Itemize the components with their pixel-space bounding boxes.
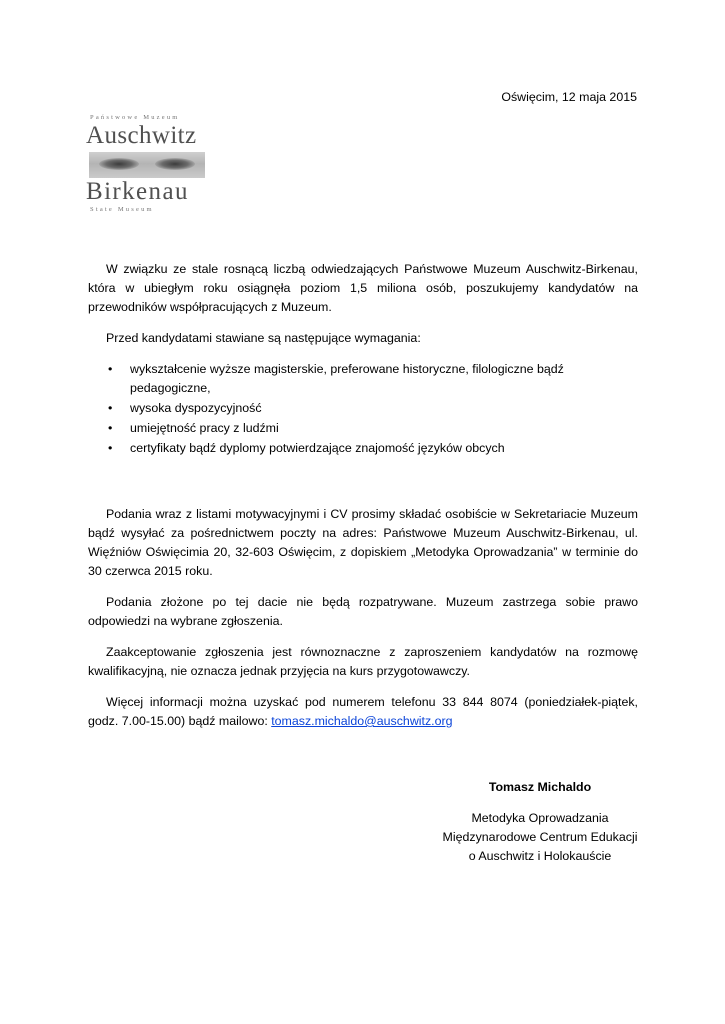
requirements-intro: Przed kandydatami stawiane są następujące wymagania:: [106, 331, 421, 345]
list-item: [88, 360, 638, 398]
intro-paragraph: W związku ze stale rosnącą liczbą odwiedzających Państwowe Muzeum Auschwitz-Birkenau, która w ubiegłym roku osiągnęła poziom 1,5 miliona osób, poszukujemy kandydatów na przewodników współpracujących z Muzeum.: [88, 262, 638, 314]
bullet-icon: •: [108, 401, 113, 415]
signatory-title: Metodyka Oprowadzania: [471, 811, 609, 825]
email-link[interactable]: tomasz.michaldo@auschwitz.org: [271, 714, 453, 728]
requirement-text: umiejętność pracy z ludźmi: [130, 421, 279, 435]
signatory-department: Międzynarodowe Centrum Edukacji: [442, 830, 638, 844]
acceptance-paragraph: Zaakceptowanie zgłoszenia jest równoznaczne z zaproszeniem kandydatów na rozmowę kwalifikacyjną, nie oznacza jednak przyjęcia na kurs przygotowawczy.: [88, 645, 638, 678]
logo-left-eye: [99, 158, 139, 170]
deadline-note-paragraph: Podania złożone po tej dacie nie będą rozpatrywane. Muzeum zastrzega sobie prawo odpowiedzi na wybrane zgłoszenia.: [88, 595, 638, 628]
bullet-icon: •: [108, 441, 113, 455]
requirement-text: certyfikaty bądź dyplomy potwierdzające znajomość języków obcych: [130, 441, 505, 455]
requirement-text: wysoka dyspozycyjność: [130, 401, 262, 415]
logo-right-eye: [155, 158, 195, 170]
logo-bottom-caption: State Museum: [90, 206, 154, 213]
application-paragraph: Podania wraz z listami motywacyjnymi i CV prosimy składać osobiście w Sekretariacie Muzeum bądź wysyłać za pośrednictwem poczty na adres: Państwowe Muzeum Auschwitz-Birkenau, ul. Więźniów Oświęcimia 20, 32-603 Oświęcim, z dopiskiem „Metodyka Oprowadzania” w terminie do 30 czerwca 2015 roku.: [88, 507, 638, 578]
bullet-icon: •: [108, 362, 113, 376]
requirement-text: wykształcenie wyższe magisterskie, preferowane historyczne, filologiczne bądź pedagogiczne,: [130, 362, 564, 395]
contact-text: Więcej informacji można uzyskać pod numerem telefonu 33 844 8074 (poniedziałek-piątek, godz. 7.00-15.00) bądź mailowo:: [88, 695, 638, 728]
logo-eyes-image: [89, 152, 205, 178]
list-item: [88, 419, 638, 438]
bullet-icon: •: [108, 421, 113, 435]
signature-block: [430, 778, 650, 866]
list-item: [88, 439, 638, 458]
requirements-list: [88, 360, 638, 458]
document-date: Oświęcim, 12 maja 2015: [501, 90, 637, 104]
logo-top-caption: Państwowe Muzeum: [90, 114, 180, 121]
signatory-institution: o Auschwitz i Holokauście: [468, 849, 612, 863]
logo-word-birkenau: Birkenau: [86, 178, 189, 205]
list-item: [88, 399, 638, 418]
contact-paragraph: [88, 693, 638, 731]
museum-logo: [86, 110, 208, 220]
logo-word-auschwitz: Auschwitz: [86, 122, 197, 149]
signatory-name: Tomasz Michaldo: [488, 780, 592, 794]
letter-body: [88, 260, 638, 731]
